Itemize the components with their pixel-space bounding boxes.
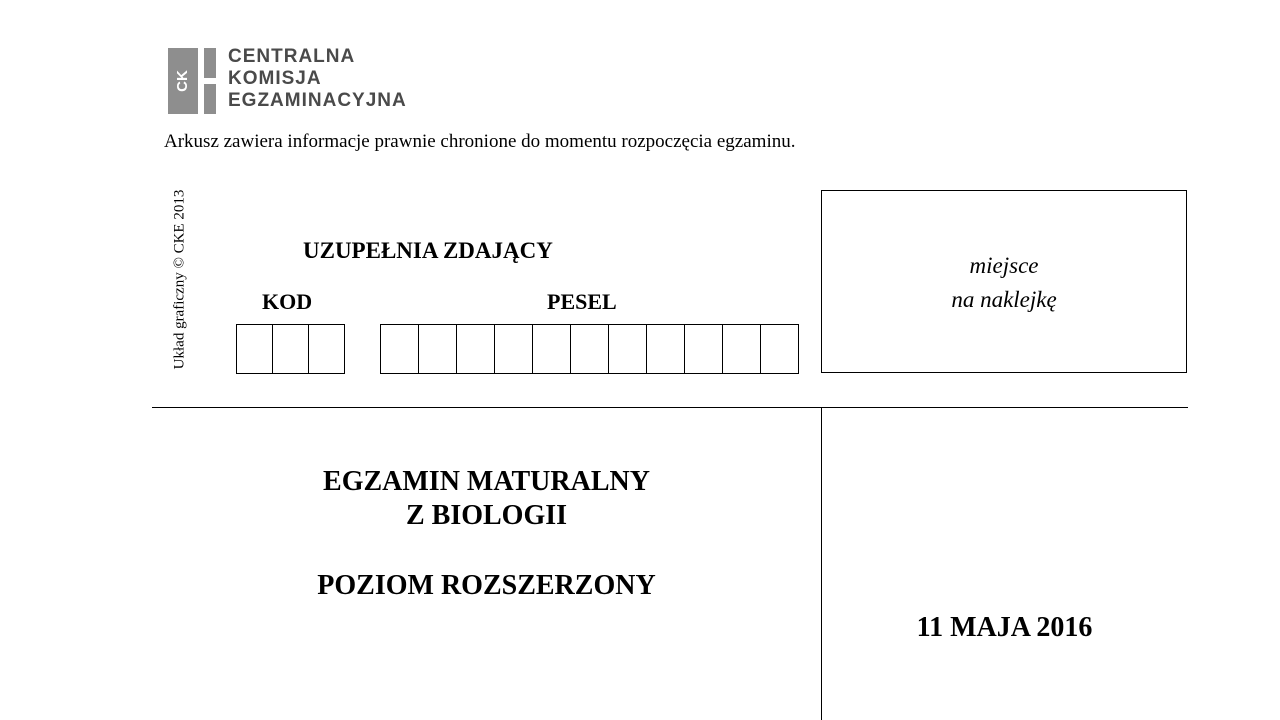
vertical-divider	[821, 407, 822, 720]
pesel-box[interactable]	[419, 325, 457, 373]
logo-line-2: KOMISJA	[228, 68, 322, 89]
pesel-box[interactable]	[609, 325, 647, 373]
sticker-line-2: na naklejkę	[951, 287, 1057, 312]
svg-text:CK: CK	[173, 70, 191, 92]
pesel-box[interactable]	[571, 325, 609, 373]
logo-line-1: CENTRALNA	[228, 46, 356, 67]
pesel-box[interactable]	[457, 325, 495, 373]
kod-box[interactable]	[273, 325, 309, 373]
cke-logo-text	[228, 46, 407, 112]
kod-input-boxes[interactable]	[236, 324, 345, 374]
exam-date: 11 MAJA 2016	[916, 612, 1093, 643]
cke-emblem-icon	[168, 48, 216, 114]
pesel-box[interactable]	[495, 325, 533, 373]
pesel-box[interactable]	[647, 325, 685, 373]
kod-label: KOD	[262, 289, 313, 314]
pesel-box[interactable]	[723, 325, 761, 373]
kod-box[interactable]	[237, 325, 273, 373]
exam-title-line-1: EGZAMIN MATURALNY	[323, 466, 650, 497]
pesel-box[interactable]	[533, 325, 571, 373]
exam-title	[152, 465, 821, 533]
logo-line-3: EGZAMINACYJNA	[228, 90, 407, 111]
horizontal-divider	[152, 407, 1188, 408]
cke-logo-mark	[168, 48, 216, 114]
kod-box[interactable]	[309, 325, 345, 373]
sticker-line-1: miejsce	[969, 253, 1039, 278]
pesel-input-boxes[interactable]	[380, 324, 799, 374]
pesel-box[interactable]	[685, 325, 723, 373]
pesel-box[interactable]	[381, 325, 419, 373]
exam-title-line-2: Z BIOLOGII	[405, 500, 568, 531]
candidate-fill-heading: UZUPEŁNIA ZDAJĄCY	[303, 238, 553, 263]
sticker-area	[821, 190, 1187, 373]
pesel-box[interactable]	[761, 325, 799, 373]
copyright-note: Układ graficzny © CKE 2013	[171, 189, 188, 370]
exam-level: POZIOM ROZSZERZONY	[317, 570, 656, 601]
confidentiality-notice: Arkusz zawiera informacje prawnie chronione do momentu rozpoczęcia egzaminu.	[164, 131, 796, 152]
pesel-label: PESEL	[547, 289, 617, 314]
sticker-label	[822, 249, 1186, 317]
